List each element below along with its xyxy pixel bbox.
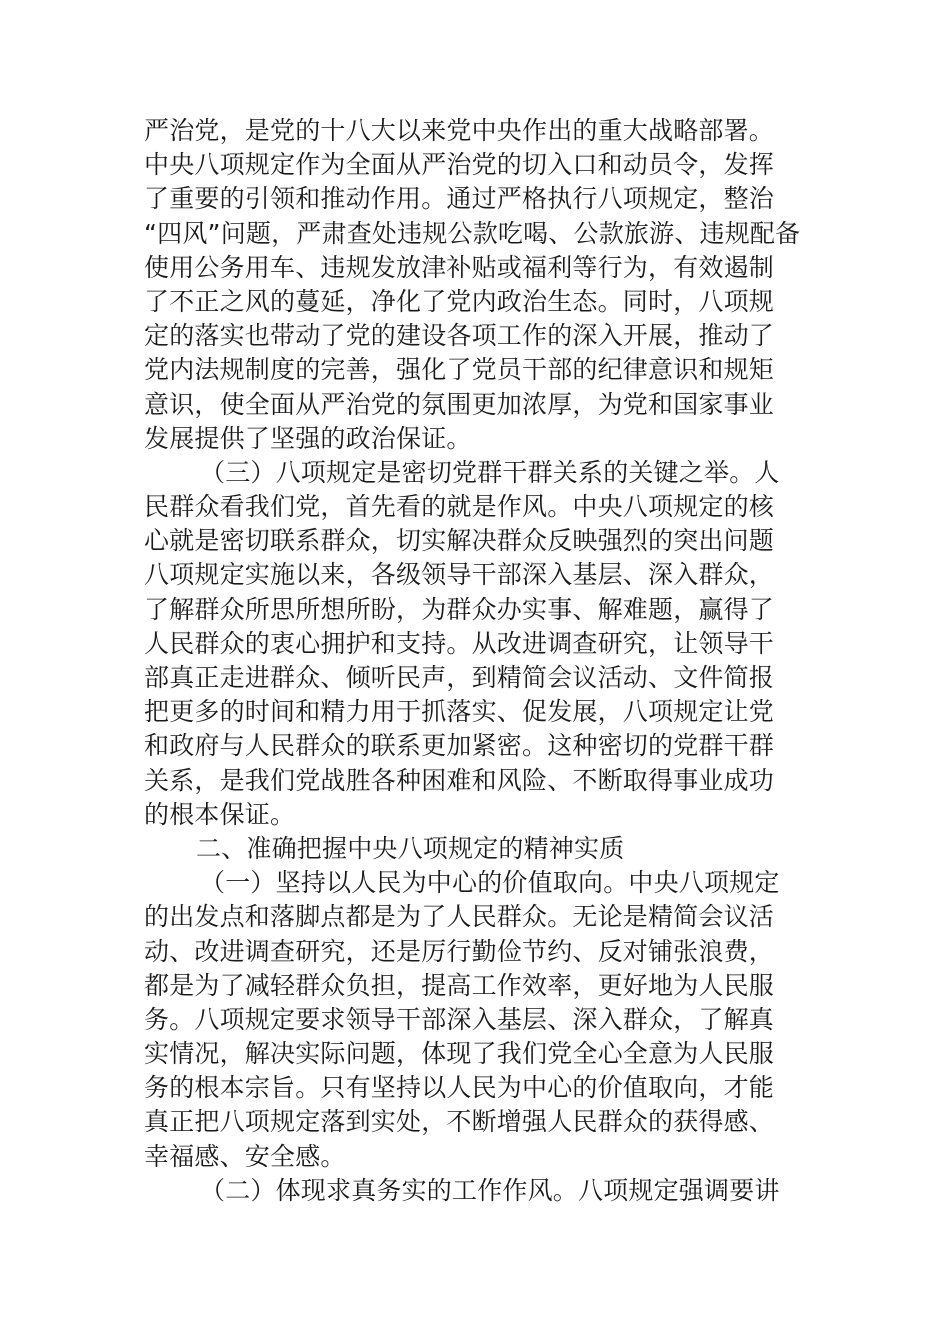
text-line: 使用公务用车、违规发放津补贴或福利等行为，有效遏制 bbox=[144, 252, 775, 282]
text-line: 党内法规制度的完善，强化了党员干部的纪律意识和规矩 bbox=[144, 355, 775, 385]
text-line: 和政府与人民群众的联系更加紧密。这种密切的党群干群 bbox=[144, 731, 775, 761]
text-line: 关系，是我们党战胜各种困难和风险、不断取得事业成功 bbox=[144, 765, 775, 795]
text-line: 民群众看我们党，首先看的就是作风。中央八项规定的核 bbox=[144, 492, 775, 522]
text-line: 严治党，是党的十八大以来党中央作出的重大战略部署。 bbox=[144, 116, 775, 145]
text-line: 了重要的引领和推动作用。通过严格执行八项规定，整治 bbox=[144, 184, 775, 214]
text-line: 的根本保证。 bbox=[144, 799, 296, 829]
text-line: 部真正走进群众、倾听民声，到精简会议活动、文件简报 bbox=[144, 663, 775, 692]
paragraph-start-line: （三）八项规定是密切党群干群关系的关键之举。人 bbox=[200, 457, 780, 487]
text-line: 的出发点和落脚点都是为了人民群众。无论是精简会议活 bbox=[144, 902, 775, 932]
text-line: 发展提供了坚强的政治保证。 bbox=[144, 423, 472, 453]
text-line: 意识，使全面从严治党的氛围更加浓厚，为党和国家事业 bbox=[144, 389, 775, 419]
text-line: 务。八项规定要求领导干部深入基层、深入群众，了解真 bbox=[144, 1004, 775, 1034]
text-line: 定的落实也带动了党的建设各项工作的深入开展，推动了 bbox=[144, 321, 775, 351]
text-line: 都是为了减轻群众负担，提高工作效率，更好地为人民服 bbox=[144, 970, 775, 1000]
text-line: 动、改进调查研究，还是厉行勤俭节约、反对铺张浪费， bbox=[144, 936, 775, 966]
text-line: 了不正之风的蔓延，净化了党内政治生态。同时，八项规 bbox=[144, 286, 775, 316]
text-line: 八项规定实施以来，各级领导干部深入基层、深入群众， bbox=[144, 560, 775, 590]
text-line: 心就是密切联系群众，切实解决群众反映强烈的突出问题 bbox=[144, 526, 775, 556]
document-body bbox=[144, 114, 814, 1208]
paragraph-start-line: （一）坚持以人民为中心的价值取向。中央八项规定 bbox=[200, 868, 780, 898]
text-line: 务的根本宗旨。只有坚持以人民为中心的价值取向，才能 bbox=[144, 1073, 775, 1103]
text-line: 幸福感、安全感。 bbox=[144, 1141, 346, 1171]
text-line: 实情况，解决实际问题，体现了我们党全心全意为人民服 bbox=[144, 1039, 775, 1069]
text-line: 人民群众的衷心拥护和支持。从改进调查研究，让领导干 bbox=[144, 628, 775, 658]
text-line: 中央八项规定作为全面从严治党的切入口和动员令，发挥 bbox=[144, 150, 775, 180]
text-line: 真正把八项规定落到实处，不断增强人民群众的获得感、 bbox=[144, 1107, 775, 1137]
text-line: 了解群众所思所想所盼，为群众办实事、解难题，赢得了 bbox=[144, 594, 775, 624]
text-line: 把更多的时间和精力用于抓落实、促发展，八项规定让党 bbox=[144, 697, 775, 727]
section-heading: 二、准确把握中央八项规定的精神实质 bbox=[196, 833, 625, 863]
text-line: “四风”问题，严肃查处违规公款吃喝、公款旅游、违规配备 bbox=[144, 218, 801, 248]
paragraph-start-line: （二）体现求真务实的工作作风。八项规定强调要讲 bbox=[200, 1175, 780, 1205]
